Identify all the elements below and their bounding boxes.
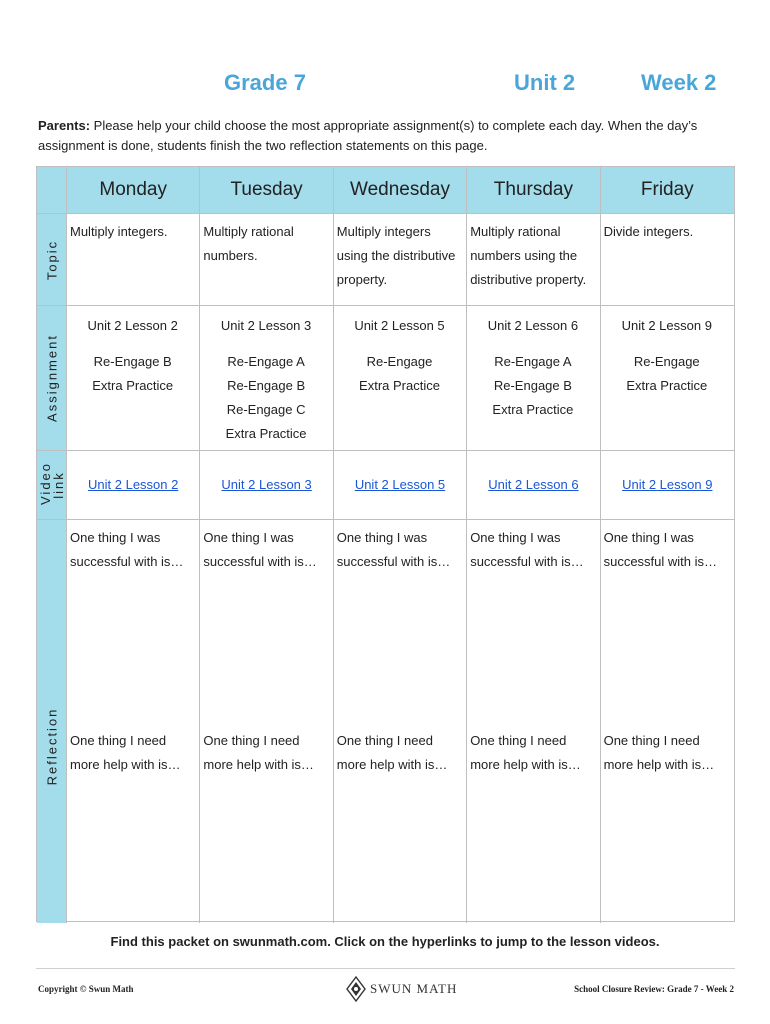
topic-friday: Divide integers. — [601, 214, 734, 306]
swun-math-logo — [346, 976, 457, 1002]
practice-item: Re-Engage A — [494, 354, 572, 369]
reflection-thursday[interactable] — [467, 520, 600, 923]
row-label-topic-text: Topic — [44, 239, 59, 280]
reflection-wednesday[interactable] — [334, 520, 467, 923]
weekly-schedule-table — [36, 166, 735, 922]
reflection-success-prompt: One thing I was successful with is… — [336, 530, 451, 569]
unit-title: Unit 2 — [514, 70, 576, 95]
practice-item: Extra Practice — [492, 402, 574, 417]
reflection-help-prompt: One thing I need more help with is… — [203, 733, 314, 772]
lesson-label: Unit 2 Lesson 3 — [220, 318, 312, 333]
video-cell-friday — [601, 451, 734, 520]
practice-item: Re-Engage — [633, 354, 700, 369]
practice-item: Extra Practice — [359, 378, 440, 393]
row-label-topic — [37, 214, 67, 306]
practice-item: Re-Engage — [366, 354, 433, 369]
video-cell-monday — [67, 451, 200, 520]
reflection-tuesday[interactable] — [200, 520, 333, 923]
footer-divider — [36, 968, 735, 969]
row-label-assignment-text: Assignment — [44, 334, 59, 422]
video-link-thursday[interactable]: Unit 2 Lesson 6 — [488, 477, 579, 492]
row-label-video-text: Video link — [37, 461, 66, 505]
corner-cell — [37, 167, 67, 214]
video-link-wednesday[interactable]: Unit 2 Lesson 5 — [354, 477, 446, 492]
practice-item: Re-Engage B — [227, 378, 306, 393]
practice-item: Extra Practice — [626, 378, 708, 393]
lesson-label: Unit 2 Lesson 2 — [87, 318, 178, 333]
day-header-thursday: Thursday — [467, 167, 600, 214]
assignment-thursday — [467, 306, 600, 451]
parent-instructions — [38, 116, 738, 156]
reflection-help-prompt: One thing I need more help with is… — [603, 733, 715, 772]
reflection-success-prompt: One thing I was successful with is… — [203, 530, 317, 569]
footer-title: School Closure Review: Grade 7 - Week 2 — [574, 984, 734, 994]
assignment-tuesday — [200, 306, 333, 451]
logo-text: SWUN MATH — [370, 981, 458, 996]
practice-item: Re-Engage A — [227, 354, 305, 369]
reflection-success-prompt: One thing I was successful with is… — [470, 530, 584, 569]
lesson-label: Unit 2 Lesson 9 — [621, 318, 712, 333]
day-header-wednesday: Wednesday — [334, 167, 467, 214]
parents-text: Please help your child choose the most appropriate assignment(s) to complete each day. When the day’s assignment is done, students finish the two reflection statements on this page. — [38, 118, 698, 153]
video-link-monday[interactable]: Unit 2 Lesson 2 — [88, 477, 179, 492]
practice-item: Re-Engage B — [93, 354, 172, 369]
lesson-label: Unit 2 Lesson 5 — [354, 318, 445, 333]
video-cell-wednesday — [334, 451, 467, 520]
row-label-reflection — [37, 520, 67, 923]
reflection-help-prompt: One thing I need more help with is… — [336, 733, 448, 772]
day-header-monday: Monday — [67, 167, 200, 214]
swun-math-logo-icon — [346, 976, 366, 1002]
topic-thursday: Multiply rational numbers using the distributive property. — [467, 214, 600, 306]
day-header-tuesday: Tuesday — [200, 167, 333, 214]
assignment-wednesday — [334, 306, 467, 451]
row-label-assignment — [37, 306, 67, 451]
reflection-friday[interactable] — [601, 520, 734, 923]
day-header-friday: Friday — [601, 167, 734, 214]
video-link-tuesday[interactable]: Unit 2 Lesson 3 — [221, 477, 312, 492]
assignment-friday — [601, 306, 734, 451]
reflection-monday[interactable] — [67, 520, 200, 923]
video-link-friday[interactable]: Unit 2 Lesson 9 — [622, 477, 713, 492]
reflection-help-prompt: One thing I need more help with is… — [70, 733, 181, 772]
lesson-label: Unit 2 Lesson 6 — [487, 318, 579, 333]
practice-item: Re-Engage C — [226, 402, 306, 417]
row-label-video — [37, 451, 67, 520]
reflection-success-prompt: One thing I was successful with is… — [603, 530, 718, 569]
video-cell-tuesday — [200, 451, 333, 520]
reflection-help-prompt: One thing I need more help with is… — [470, 733, 581, 772]
topic-wednesday: Multiply integers using the distributive property. — [334, 214, 467, 306]
copyright-text: Copyright © Swun Math — [38, 984, 134, 994]
practice-item: Re-Engage B — [493, 378, 572, 393]
assignment-monday — [67, 306, 200, 451]
topic-monday: Multiply integers. — [67, 214, 200, 306]
week-title: Week 2 — [641, 70, 717, 95]
practice-item: Extra Practice — [92, 378, 174, 393]
reflection-success-prompt: One thing I was successful with is… — [70, 530, 184, 569]
topic-tuesday: Multiply rational numbers. — [200, 214, 333, 306]
row-label-reflection-text: Reflection — [44, 707, 59, 786]
parents-label: Parents: — [38, 118, 91, 133]
video-cell-thursday — [467, 451, 600, 520]
packet-note: Find this packet on swunmath.com. Click on the hyperlinks to jump to the lesson videos. — [110, 934, 660, 949]
practice-item: Extra Practice — [225, 426, 307, 441]
grade-title: Grade 7 — [224, 70, 306, 95]
